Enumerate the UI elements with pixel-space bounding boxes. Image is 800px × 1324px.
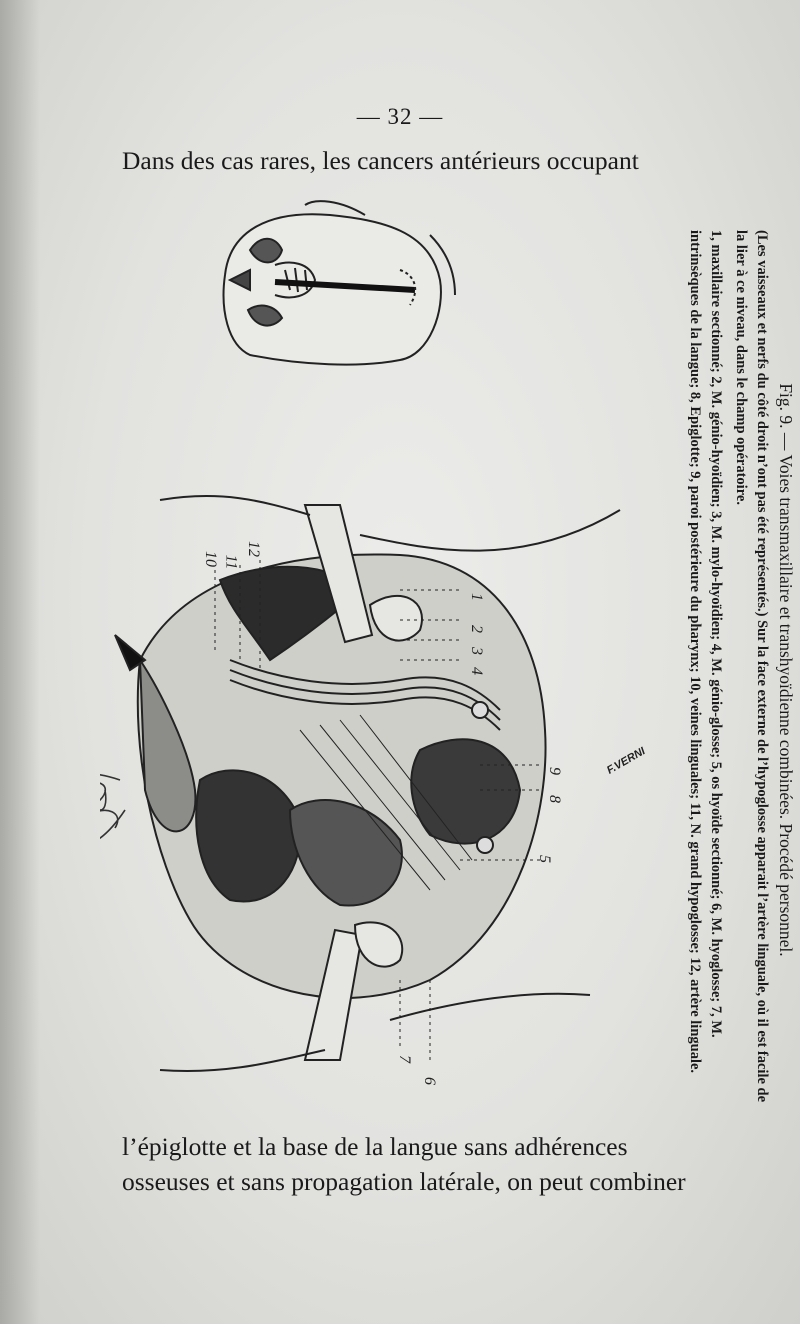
label-7: 7 bbox=[396, 1055, 413, 1063]
label-6: 6 bbox=[421, 1077, 438, 1085]
page-number: — 32 — bbox=[356, 104, 444, 129]
caption-note: (Les vaisseaux et nerfs du côté droit n’ont pas été représentés.) Sur la face externe de l’hypoglosse apparait l’artère linguale, où il est facile de la lier à ce niveau, dans le champ opératoire. bbox=[733, 230, 770, 1103]
label-4: 4 bbox=[468, 667, 485, 675]
caption-title: Fig. 9. — Voies transmaxillaire et transhyoïdienne combinées. Procédé personnel. bbox=[776, 383, 796, 957]
body-text-top-line: Dans des cas rares, les cancers antérieurs occupant bbox=[122, 146, 639, 175]
head-diagram bbox=[224, 201, 455, 364]
label-11: 11 bbox=[222, 554, 240, 570]
label-2: 2 bbox=[468, 625, 485, 633]
nose-outline bbox=[100, 774, 125, 845]
caption-legend: 1, maxillaire sectionné; 2, M. génio-hyoïdien; 3, M. mylo-hyoïdien; 4, M. génio-glosse; 5, os hyoïde sectionné; 6, M. hyoglosse; 7, M. intrinsèques de la langue; 8, Epiglotte; 9, paroi postérieure du pharynx; 10, veines linguales; 11, N. grand hypoglosse; 12, artère linguale. bbox=[687, 230, 724, 1074]
body-text-bottom-line-2: osseuses et sans propagation latérale, on peut combiner bbox=[122, 1167, 686, 1196]
body-text-bottom-line-1: l’épiglotte et la base de la langue sans adhérences bbox=[122, 1132, 628, 1161]
label-1: 1 bbox=[468, 593, 485, 601]
page-gutter-shadow bbox=[0, 0, 40, 1324]
label-10: 10 bbox=[202, 551, 219, 567]
label-12: 12 bbox=[245, 541, 262, 557]
label-5: 5 bbox=[536, 855, 553, 863]
label-8: 8 bbox=[546, 795, 563, 803]
dissection-drawing bbox=[115, 496, 620, 1071]
label-9: 9 bbox=[546, 767, 563, 775]
figure-caption bbox=[684, 230, 798, 1110]
artist-signature: F.VERNI bbox=[604, 745, 648, 777]
label-3: 3 bbox=[468, 647, 485, 655]
surgical-illustration bbox=[100, 190, 660, 1100]
